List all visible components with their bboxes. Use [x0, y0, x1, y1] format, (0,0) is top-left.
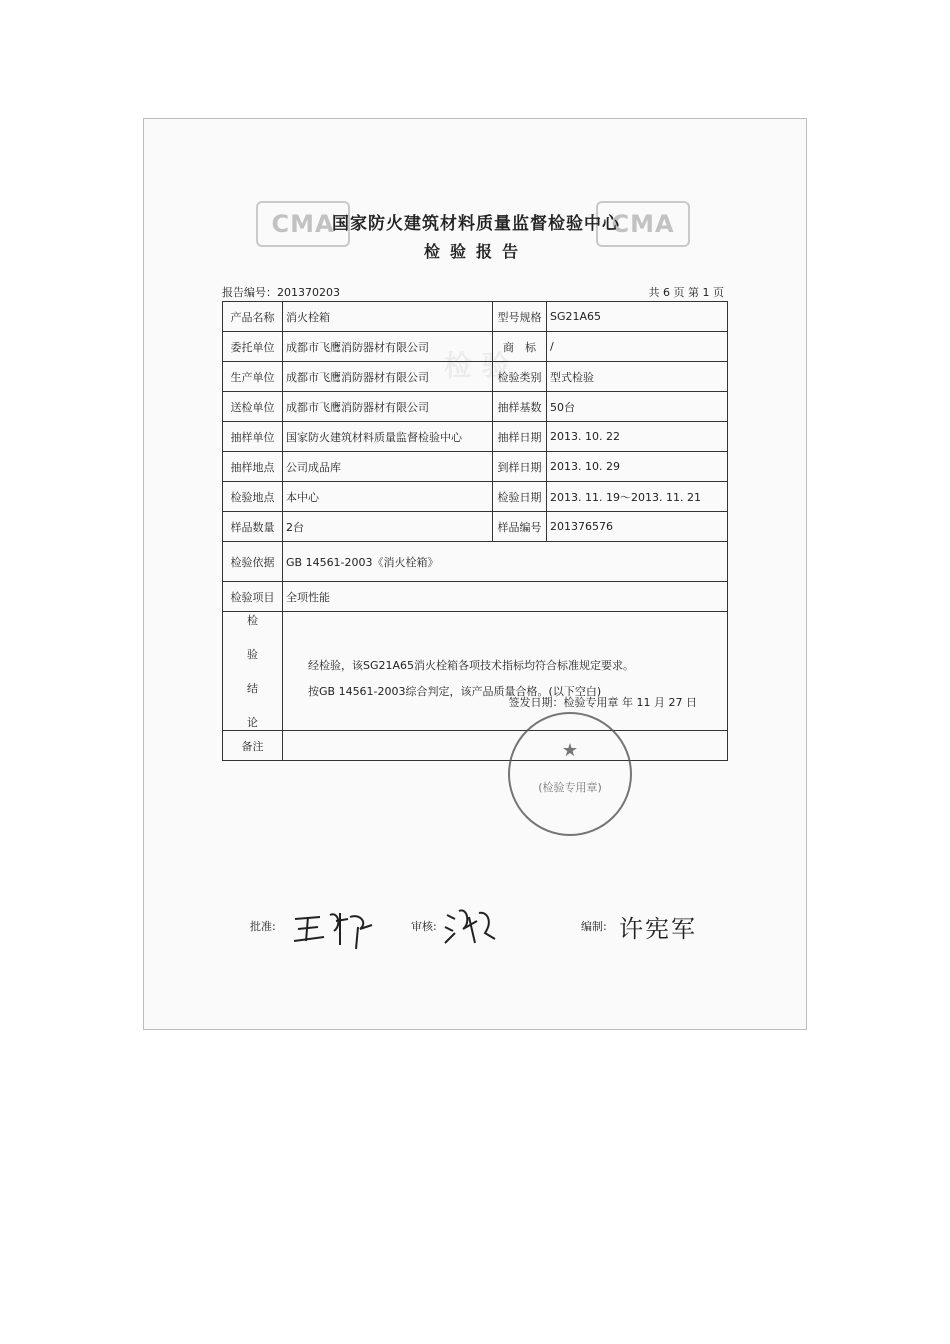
cell-value: SG21A65 [547, 302, 728, 332]
table-row [223, 731, 728, 761]
table-row [223, 452, 728, 482]
cell-label: 备注 [223, 731, 283, 761]
cell-value: 国家防火建筑材料质量监督检验中心 [283, 422, 493, 452]
report-table [222, 301, 728, 794]
cell-label: 检验类别 [493, 362, 547, 392]
notes-value [283, 731, 728, 761]
cell-value: / [547, 332, 728, 362]
cell-label: 样品数量 [223, 512, 283, 542]
table-row [223, 482, 728, 512]
approver-signature [290, 905, 380, 955]
report-number: 报告编号：201370203 [222, 286, 340, 299]
page-count: 共 6 页 第 1 页 [648, 286, 724, 299]
conclusion-label-char: 检 [247, 614, 258, 627]
compiler-signature: 许宪军 [619, 915, 697, 943]
table-row [223, 512, 728, 542]
cell-value: 201376576 [547, 512, 728, 542]
cell-label: 检验项目 [223, 582, 283, 612]
cell-label: 检验地点 [223, 482, 283, 512]
issue-date: 签发日期：检验专用章 年 11 月 27 日 [508, 696, 697, 709]
conclusion-label-char: 验 [247, 648, 258, 661]
cell-value: 公司成品库 [283, 452, 493, 482]
review-label: 审核: [411, 920, 437, 933]
reviewer-signature [441, 903, 501, 953]
cell-label: 抽样单位 [223, 422, 283, 452]
table-row [223, 612, 728, 731]
cell-label: 检验依据 [223, 542, 283, 582]
doc-title: 检验报告 [423, 242, 528, 261]
seal-star-icon: ★ [561, 740, 579, 761]
cell-label: 检验日期 [493, 482, 547, 512]
approve-label: 批准: [250, 920, 276, 933]
table-row [223, 582, 728, 612]
cell-label: 产品名称 [223, 302, 283, 332]
cell-value: 成都市飞鹰消防器材有限公司 [283, 332, 493, 362]
cma-logo-left: CMA [256, 201, 350, 247]
cell-value: 成都市飞鹰消防器材有限公司 [283, 362, 493, 392]
cell-value: 50台 [547, 392, 728, 422]
seal-text: (检验专用章) [538, 781, 602, 794]
cma-logo-right: CMA [596, 201, 690, 247]
table-row [223, 332, 728, 362]
table-row [223, 362, 728, 392]
cell-label: 型号规格 [493, 302, 547, 332]
cell-label: 到样日期 [493, 452, 547, 482]
cell-value: 2013. 11. 19～2013. 11. 21 [547, 482, 728, 512]
conclusion-label-char: 论 [247, 716, 258, 729]
table-row [223, 302, 728, 332]
table-row [223, 542, 728, 582]
cell-label: 抽样日期 [493, 422, 547, 452]
conclusion-label [223, 612, 283, 731]
cell-label: 委托单位 [223, 332, 283, 362]
cell-label: 生产单位 [223, 362, 283, 392]
scanned-report-page [143, 118, 807, 1030]
cell-value: 2013. 10. 22 [547, 422, 728, 452]
cell-value: 型式检验 [547, 362, 728, 392]
cell-value: 全项性能 [283, 582, 728, 612]
org-title: 国家防火建筑材料质量监督检验中心 [332, 214, 620, 234]
conclusion-line: 经检验，该SG21A65消火栓箱各项技术指标均符合标准规定要求。 [308, 659, 635, 672]
cell-value: 本中心 [283, 482, 493, 512]
table-row [223, 392, 728, 422]
cell-value: 2台 [283, 512, 493, 542]
conclusion-line: 按GB 14561-2003综合判定，该产品质量合格。(以下空白) [308, 685, 602, 698]
cell-value: 2013. 10. 29 [547, 452, 728, 482]
conclusion-cell [283, 612, 728, 794]
cell-label: 抽样基数 [493, 392, 547, 422]
cell-value: 消火栓箱 [283, 302, 493, 332]
compile-label: 编制: [581, 920, 607, 933]
cell-label: 样品编号 [493, 512, 547, 542]
inspection-seal [508, 712, 632, 836]
cell-label: 商 标 [493, 332, 547, 362]
bleed-through-text: 检 验 [444, 349, 510, 382]
cell-label: 抽样地点 [223, 452, 283, 482]
conclusion-label-char: 结 [247, 682, 258, 695]
cell-label: 送检单位 [223, 392, 283, 422]
table-row [223, 422, 728, 452]
cell-value: GB 14561-2003《消火栓箱》 [283, 542, 728, 582]
cell-value: 成都市飞鹰消防器材有限公司 [283, 392, 493, 422]
